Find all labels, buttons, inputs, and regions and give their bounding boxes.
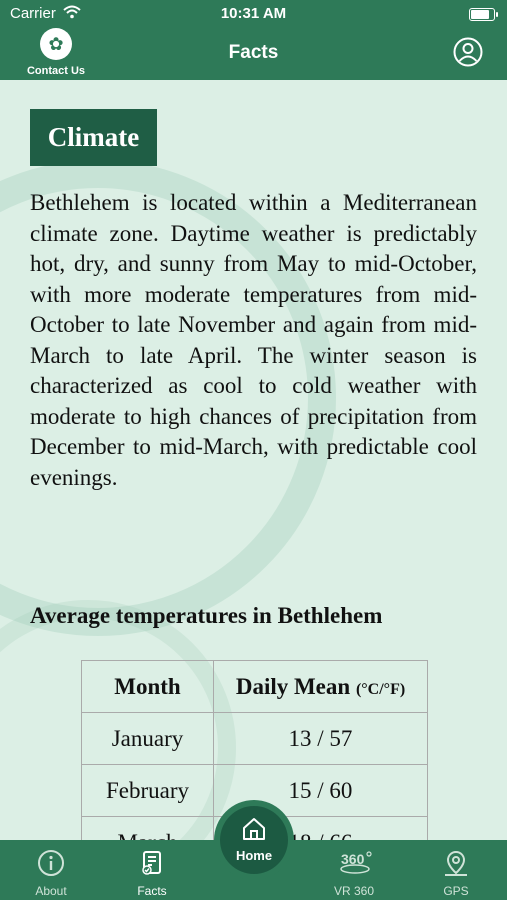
- home-label: Home: [235, 848, 273, 863]
- home-button[interactable]: [220, 806, 288, 874]
- document-check-icon: [137, 848, 167, 878]
- contact-us-label: Contact Us: [26, 65, 86, 77]
- clock: 10:31 AM: [220, 5, 287, 22]
- carrier-label: Carrier: [10, 5, 56, 22]
- section-heading: Climate: [30, 109, 157, 166]
- table-header-row: [82, 661, 428, 713]
- content-scroll[interactable]: [0, 80, 507, 840]
- mean-cell: 13 / 57: [214, 713, 428, 765]
- info-icon: [36, 848, 66, 878]
- tab-facts[interactable]: [112, 840, 192, 900]
- page-title: Facts: [228, 42, 279, 63]
- logo-icon: ✿: [40, 28, 72, 60]
- tab-facts-label: Facts: [137, 884, 167, 898]
- tab-vr-label: VR 360: [333, 884, 375, 898]
- tab-gps-label: GPS: [443, 884, 469, 898]
- tab-about[interactable]: [11, 840, 91, 900]
- mean-cell: 15 / 60: [214, 765, 428, 817]
- battery-icon: [469, 8, 495, 21]
- home-icon: [241, 816, 267, 842]
- svg-text:360: 360: [341, 851, 365, 867]
- month-cell: February: [82, 765, 214, 817]
- tab-vr360[interactable]: [314, 840, 394, 900]
- vr360-icon: [339, 848, 373, 878]
- user-icon: [453, 37, 483, 67]
- profile-button[interactable]: [453, 37, 483, 67]
- table-row: [82, 713, 428, 765]
- header-unit: (°C/°F): [355, 680, 406, 698]
- climate-paragraph: Bethlehem is located within a Mediterranean climate zone. Daytime weather is predictably hot, dry, and sunny from May to mid-October, with more moderate temperatures from mid-October to late November and again from mid-March to late April. The winter season is characterized as cool to cold weather with moderate to high chances of precipitation from December to mid-March, with predictable cool evenings.: [30, 190, 477, 490]
- header-daily-mean: [214, 661, 428, 713]
- month-cell: January: [82, 713, 214, 765]
- map-pin-icon: [441, 848, 471, 878]
- tab-gps[interactable]: [416, 840, 496, 900]
- tab-about-label: About: [35, 884, 67, 898]
- table-title: Average temperatures in Bethlehem: [30, 603, 383, 628]
- header-mean-label: Daily Mean: [235, 673, 351, 699]
- status-bar: [0, 0, 507, 28]
- header-month: Month: [82, 661, 214, 713]
- nav-bar: [0, 28, 507, 80]
